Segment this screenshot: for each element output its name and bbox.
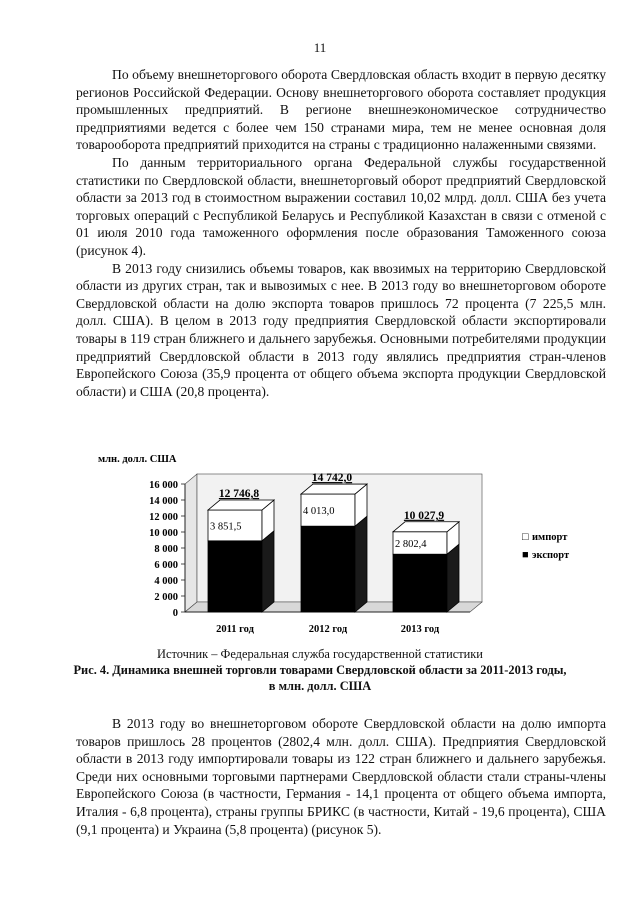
- import-value-label: 3 851,5: [210, 521, 242, 533]
- total-value-label: 14 742,0: [311, 472, 353, 485]
- y-tick-label: 0: [172, 608, 178, 619]
- total-value-label: 10 027,9: [403, 509, 445, 522]
- x-category-label: 2011 год: [216, 624, 254, 635]
- body-text-top: [76, 66, 606, 400]
- y-tick-label: 16 000: [149, 480, 178, 491]
- y-tick-label: 6 000: [154, 560, 178, 571]
- paragraph: По данным территориального органа Федеральной службы государственной статистики по Свердловской области, внешнеторговый оборот предприятий Свердловской области за 2013 год в стоимостном выражении составил 10,02 млрд. долл. США без учета торговых операций с Республикой Беларусь и Республикой Казахстан в связи с отменой с 01 июля 2010 года таможенного оформления после образования Таможенного союза (рисунок 4).: [76, 154, 606, 258]
- figure-caption: Рис. 4. Динамика внешней торговли товарами Свердловской области за 2011-2013 годы,: [73, 663, 567, 677]
- bar-export: [208, 541, 262, 612]
- body-text-bottom: [76, 715, 606, 838]
- bar-top: [393, 522, 459, 532]
- paragraph: В 2013 году во внешнеторговом обороте Свердловской области на долю импорта товаров пришлось 28 процентов (2802,4 млн. долл. США). Предприятия Свердловской области в 2013 году импортировали товары из 122 стран ближнего и дальнего зарубежья. Среди них основными торговыми партнерами Свердловской области стали страны-члены Европейского Союза (в частности, Германия - 14,1 процента от общего объема импорта, Италия - 6,8 процента), страны группы БРИКС (в частности, Китай - 19,6 процента), США (9,1 процента) и Украина (5,8 процента) (рисунок 5).: [76, 716, 606, 837]
- legend-label: экспорт: [532, 550, 570, 561]
- x-category-label: 2013 год: [400, 624, 440, 635]
- x-category-label: 2012 год: [308, 624, 348, 635]
- y-tick-label: 10 000: [149, 528, 178, 539]
- y-axis-title: млн. долл. США: [98, 454, 177, 465]
- figure-source: Источник – Федеральная служба государственной статистики: [157, 647, 483, 661]
- total-value-label: 12 746,8: [218, 488, 260, 501]
- y-tick-label: 12 000: [149, 512, 178, 523]
- page-number: 11: [313, 40, 327, 55]
- bar-export: [393, 554, 447, 612]
- legend-marker: ■: [522, 549, 529, 561]
- bar-export-side: [355, 516, 367, 612]
- figure-caption-units: в млн. долл. США: [268, 679, 372, 693]
- side-wall: [185, 474, 197, 612]
- y-tick-label: 4 000: [154, 576, 178, 587]
- bar-top: [208, 500, 274, 510]
- bar-top: [301, 484, 367, 494]
- y-tick-label: 14 000: [149, 496, 178, 507]
- bar-export-side: [447, 544, 459, 612]
- paragraph: По объему внешнеторгового оборота Свердловская область входит в первую десятку регионов Российской Федерации. Основу внешнеторгового оборота составляет продукция промышленных предприятий. В регионе внешнеэкономическое сотрудничество предприятиями ведется с более чем 150 странами мира, тем не менее основная доля товарооборота предприятий приходится на страны с традиционно налаженными связями.: [76, 67, 606, 153]
- y-tick-label: 2 000: [154, 592, 178, 603]
- import-value-label: 4 013,0: [303, 506, 335, 518]
- legend-label: импорт: [532, 532, 568, 543]
- import-value-label: 2 802,4: [395, 538, 427, 550]
- bar-export: [301, 526, 355, 612]
- y-tick-label: 8 000: [154, 544, 178, 555]
- legend-marker: □: [522, 531, 529, 543]
- chart-svg: [70, 448, 610, 648]
- trade-chart: [70, 448, 610, 648]
- paragraph: В 2013 году снизились объемы товаров, как ввозимых на территорию Свердловской области из других стран, так и вывозимых с нее. В 2013 году во внешнеторговом обороте Свердловской области на долю экспорта товаров пришлось 72 процента (7 225,5 млн. долл. США). В целом в 2013 году предприятия Свердловской области экспортировали товары в 119 стран ближнего и дальнего зарубежья. Основными потребителями продукции предприятий Свердловской области в 2013 году являлись предприятия стран-членов Европейского Союза (35,9 процента от общего объема экспорта продукции Свердловской области) и США (20,8 процента).: [76, 260, 606, 399]
- bar-export-side: [262, 531, 274, 612]
